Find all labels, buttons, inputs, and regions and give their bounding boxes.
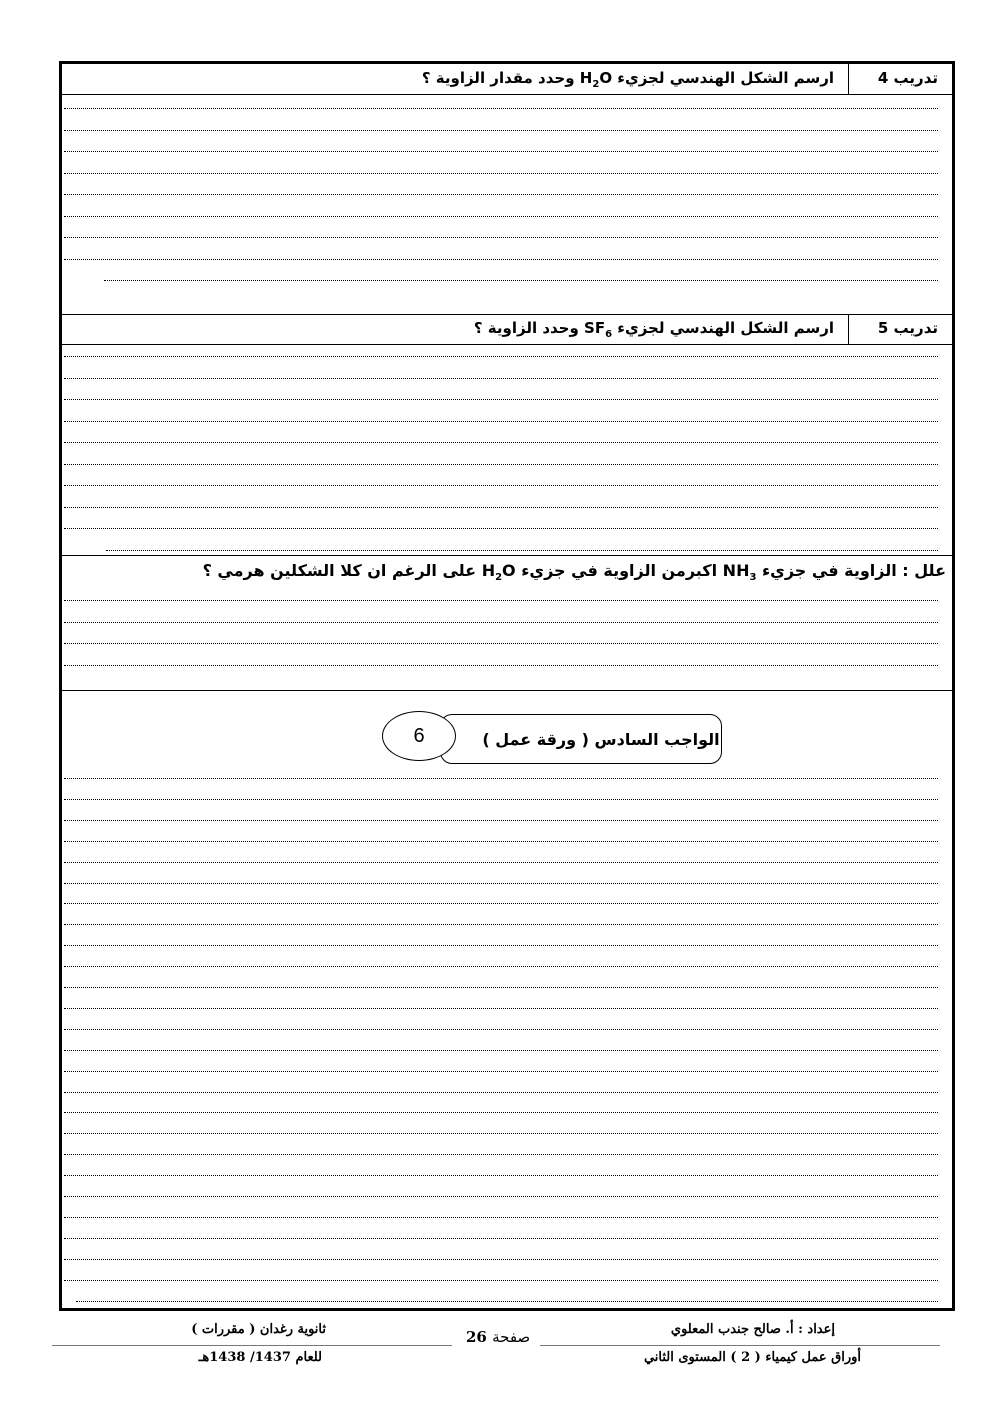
divider <box>62 690 952 691</box>
answer-line <box>64 820 938 821</box>
exercise-4-question: ارسم الشكل الهندسي لجزيء $H_2O$ وحدد مقدار الزاوية ؟ <box>421 69 834 90</box>
divider <box>62 94 952 95</box>
homework-title: الواجب السادس ( ورقة عمل ) <box>482 729 720 749</box>
header-separator <box>848 64 849 94</box>
answer-line <box>106 550 938 551</box>
answer-line <box>64 799 938 800</box>
page-footer <box>0 1318 992 1388</box>
answer-line <box>64 378 938 379</box>
explain-question: علل : الزاوية في جزيء $NH_3$ اكبرمن الزاوية في جزيء $H_2O$ على الرغم ان كلا الشكلين هرمي ؟ <box>202 561 946 584</box>
answer-line <box>64 1092 938 1093</box>
answer-line <box>64 356 938 357</box>
answer-line <box>64 1029 938 1030</box>
answer-line <box>64 883 938 884</box>
answer-line <box>64 1071 938 1072</box>
answer-line <box>64 1133 938 1134</box>
answer-line <box>64 507 938 508</box>
exercise-5-question: ارسم الشكل الهندسي لجزيء $SF_6$ وحدد الزاوية ؟ <box>473 319 834 340</box>
homework-number-badge <box>382 711 456 761</box>
answer-line <box>64 1008 938 1009</box>
footer-subject: أوراق عمل كيمياء ( 2 ) المستوى الثاني <box>643 1350 861 1365</box>
divider <box>62 555 952 556</box>
answer-line <box>64 1154 938 1155</box>
answer-line <box>64 1259 938 1260</box>
answer-line <box>64 421 938 422</box>
answer-line <box>64 903 938 904</box>
answer-line <box>64 966 938 967</box>
answer-line <box>64 442 938 443</box>
answer-line <box>64 194 938 195</box>
answer-line <box>64 987 938 988</box>
footer-year: للعام 1437/ 1438هـ <box>198 1350 322 1365</box>
divider <box>62 314 952 315</box>
answer-line <box>64 1175 938 1176</box>
footer-author: إعداد : أ. صالح جندب المعلوي <box>670 1322 835 1337</box>
answer-line <box>64 643 938 644</box>
answer-line <box>64 399 938 400</box>
answer-line <box>64 841 938 842</box>
answer-line <box>104 280 938 281</box>
answer-line <box>64 1217 938 1218</box>
answer-line <box>64 1050 938 1051</box>
answer-line <box>64 945 938 946</box>
footer-page <box>466 1328 530 1346</box>
answer-line <box>64 622 938 623</box>
exercise-4-label: تدريب 4 <box>877 69 938 87</box>
answer-line <box>64 1238 938 1239</box>
answer-line <box>64 528 938 529</box>
footer-page-label: صفحة <box>492 1328 531 1346</box>
answer-line <box>64 485 938 486</box>
answer-line <box>64 1196 938 1197</box>
answer-line <box>64 1280 938 1281</box>
answer-line <box>64 665 938 666</box>
answer-line <box>64 237 938 238</box>
exercise-5-label: تدريب 5 <box>877 319 938 337</box>
answer-line <box>64 862 938 863</box>
divider <box>62 344 952 345</box>
answer-line <box>64 259 938 260</box>
answer-line <box>64 130 938 131</box>
footer-page-number: 26 <box>466 1328 487 1346</box>
answer-line <box>64 924 938 925</box>
answer-line <box>64 464 938 465</box>
footer-line-left <box>52 1345 452 1346</box>
homework-title-box <box>440 714 722 764</box>
answer-line <box>64 600 938 601</box>
worksheet-frame <box>59 61 955 1311</box>
answer-line <box>64 1112 938 1113</box>
answer-line <box>76 1301 938 1302</box>
answer-line <box>64 173 938 174</box>
answer-line <box>64 108 938 109</box>
answer-line <box>64 778 938 779</box>
header-separator <box>848 314 849 344</box>
answer-line <box>64 216 938 217</box>
footer-line-right <box>540 1345 940 1346</box>
answer-line <box>64 151 938 152</box>
footer-school: ثانوية رغدان ( مقررات ) <box>191 1322 326 1337</box>
homework-number: 6 <box>413 724 425 747</box>
